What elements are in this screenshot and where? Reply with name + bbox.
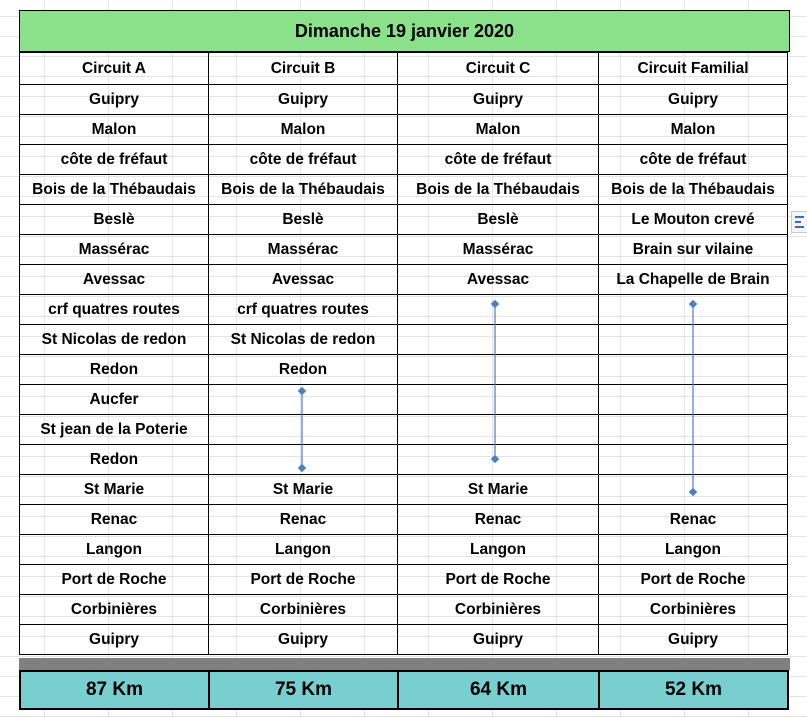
cell-circuit-c[interactable]: Port de Roche xyxy=(398,565,599,595)
cell-circuit-a[interactable]: Langon xyxy=(20,535,209,565)
cell-circuit-a[interactable]: Redon xyxy=(20,355,209,385)
cell-circuit-familial[interactable] xyxy=(599,295,788,325)
cell-circuit-b[interactable] xyxy=(209,445,398,475)
table-row xyxy=(20,145,788,175)
total-circuit-familial[interactable]: 52 Km xyxy=(599,671,788,709)
table-row xyxy=(20,595,788,625)
cell-circuit-a[interactable]: Aucfer xyxy=(20,385,209,415)
total-circuit-b[interactable]: 75 Km xyxy=(209,671,398,709)
cell-circuit-c[interactable] xyxy=(398,415,599,445)
total-circuit-a[interactable]: 87 Km xyxy=(20,671,209,709)
cell-circuit-b[interactable]: crf quatres routes xyxy=(209,295,398,325)
cell-circuit-a[interactable]: Malon xyxy=(20,115,209,145)
totals-table xyxy=(19,670,789,710)
cell-circuit-a[interactable]: St Marie xyxy=(20,475,209,505)
cell-circuit-familial[interactable] xyxy=(599,475,788,505)
cell-circuit-b[interactable]: Bois de la Thébaudais xyxy=(209,175,398,205)
cell-circuit-c[interactable]: Avessac xyxy=(398,265,599,295)
cell-circuit-c[interactable]: côte de fréfaut xyxy=(398,145,599,175)
header-row xyxy=(20,53,788,85)
cell-circuit-familial[interactable]: Guipry xyxy=(599,85,788,115)
table-row xyxy=(20,355,788,385)
total-circuit-c[interactable]: 64 Km xyxy=(398,671,599,709)
header-circuit-familial[interactable]: Circuit Familial xyxy=(599,53,788,85)
table-row xyxy=(20,85,788,115)
header-circuit-b[interactable]: Circuit B xyxy=(209,53,398,85)
cell-circuit-a[interactable]: Renac xyxy=(20,505,209,535)
cell-circuit-a[interactable]: crf quatres routes xyxy=(20,295,209,325)
cell-circuit-familial[interactable]: Malon xyxy=(599,115,788,145)
cell-circuit-familial[interactable]: Renac xyxy=(599,505,788,535)
cell-circuit-c[interactable]: Malon xyxy=(398,115,599,145)
cell-circuit-a[interactable]: St Nicolas de redon xyxy=(20,325,209,355)
table-row xyxy=(20,385,788,415)
cell-circuit-familial[interactable]: La Chapelle de Brain xyxy=(599,265,788,295)
cell-circuit-a[interactable]: Corbinières xyxy=(20,595,209,625)
cell-circuit-b[interactable]: côte de fréfaut xyxy=(209,145,398,175)
cell-circuit-b[interactable]: St Nicolas de redon xyxy=(209,325,398,355)
cell-circuit-familial[interactable]: Guipry xyxy=(599,625,788,655)
cell-circuit-familial[interactable] xyxy=(599,445,788,475)
cell-circuit-b[interactable]: Renac xyxy=(209,505,398,535)
totals-row xyxy=(20,671,788,709)
cell-circuit-c[interactable]: Corbinières xyxy=(398,595,599,625)
header-circuit-a[interactable]: Circuit A xyxy=(20,53,209,85)
table-row xyxy=(20,235,788,265)
cell-circuit-b[interactable] xyxy=(209,415,398,445)
cell-circuit-a[interactable]: côte de fréfaut xyxy=(20,145,209,175)
cell-circuit-familial[interactable]: côte de fréfaut xyxy=(599,145,788,175)
cell-circuit-familial[interactable]: Port de Roche xyxy=(599,565,788,595)
paste-options-icon[interactable] xyxy=(791,211,807,233)
cell-circuit-familial[interactable] xyxy=(599,325,788,355)
cell-circuit-c[interactable] xyxy=(398,325,599,355)
cell-circuit-a[interactable]: Guipry xyxy=(20,85,209,115)
cell-circuit-b[interactable]: Avessac xyxy=(209,265,398,295)
cell-circuit-c[interactable] xyxy=(398,295,599,325)
cell-circuit-familial[interactable]: Brain sur vilaine xyxy=(599,235,788,265)
cell-circuit-c[interactable]: Beslè xyxy=(398,205,599,235)
cell-circuit-a[interactable]: Avessac xyxy=(20,265,209,295)
cell-circuit-b[interactable] xyxy=(209,385,398,415)
cell-circuit-b[interactable]: St Marie xyxy=(209,475,398,505)
cell-circuit-b[interactable]: Beslè xyxy=(209,205,398,235)
cell-circuit-c[interactable] xyxy=(398,355,599,385)
table-row xyxy=(20,445,788,475)
table-row xyxy=(20,205,788,235)
cell-circuit-a[interactable]: Port de Roche xyxy=(20,565,209,595)
cell-circuit-c[interactable]: Langon xyxy=(398,535,599,565)
cell-circuit-c[interactable]: Guipry xyxy=(398,625,599,655)
cell-circuit-familial[interactable] xyxy=(599,415,788,445)
table-row xyxy=(20,625,788,655)
cell-circuit-b[interactable]: Corbinières xyxy=(209,595,398,625)
table-row xyxy=(20,475,788,505)
cell-circuit-a[interactable]: St jean de la Poterie xyxy=(20,415,209,445)
table-row xyxy=(20,505,788,535)
circuits-table xyxy=(19,52,788,655)
table-row xyxy=(20,265,788,295)
cell-circuit-familial[interactable]: Le Mouton crevé xyxy=(599,205,788,235)
cell-circuit-familial[interactable]: Langon xyxy=(599,535,788,565)
table-row xyxy=(20,565,788,595)
cell-circuit-c[interactable]: Bois de la Thébaudais xyxy=(398,175,599,205)
cell-circuit-a[interactable]: Beslè xyxy=(20,205,209,235)
cell-circuit-familial[interactable]: Corbinières xyxy=(599,595,788,625)
cell-circuit-c[interactable] xyxy=(398,385,599,415)
cell-circuit-a[interactable]: Massérac xyxy=(20,235,209,265)
cell-circuit-c[interactable]: Massérac xyxy=(398,235,599,265)
table-row xyxy=(20,115,788,145)
sheet-title[interactable]: Dimanche 19 janvier 2020 xyxy=(19,10,790,52)
cell-circuit-b[interactable]: Guipry xyxy=(209,85,398,115)
cell-circuit-c[interactable]: St Marie xyxy=(398,475,599,505)
cell-circuit-a[interactable]: Redon xyxy=(20,445,209,475)
cell-circuit-a[interactable]: Bois de la Thébaudais xyxy=(20,175,209,205)
cell-circuit-c[interactable]: Guipry xyxy=(398,85,599,115)
table-row xyxy=(20,415,788,445)
cell-circuit-familial[interactable] xyxy=(599,385,788,415)
cell-circuit-familial[interactable] xyxy=(599,355,788,385)
cell-circuit-b[interactable]: Malon xyxy=(209,115,398,145)
table-row xyxy=(20,325,788,355)
cell-circuit-b[interactable]: Redon xyxy=(209,355,398,385)
separator-band xyxy=(19,658,790,670)
table-row xyxy=(20,535,788,565)
cell-circuit-c[interactable] xyxy=(398,445,599,475)
cell-circuit-b[interactable]: Guipry xyxy=(209,625,398,655)
header-circuit-c[interactable]: Circuit C xyxy=(398,53,599,85)
table-row xyxy=(20,295,788,325)
table-row xyxy=(20,175,788,205)
cell-circuit-familial[interactable]: Bois de la Thébaudais xyxy=(599,175,788,205)
cell-circuit-b[interactable]: Port de Roche xyxy=(209,565,398,595)
cell-circuit-b[interactable]: Massérac xyxy=(209,235,398,265)
cell-circuit-b[interactable]: Langon xyxy=(209,535,398,565)
cell-circuit-a[interactable]: Guipry xyxy=(20,625,209,655)
cell-circuit-c[interactable]: Renac xyxy=(398,505,599,535)
